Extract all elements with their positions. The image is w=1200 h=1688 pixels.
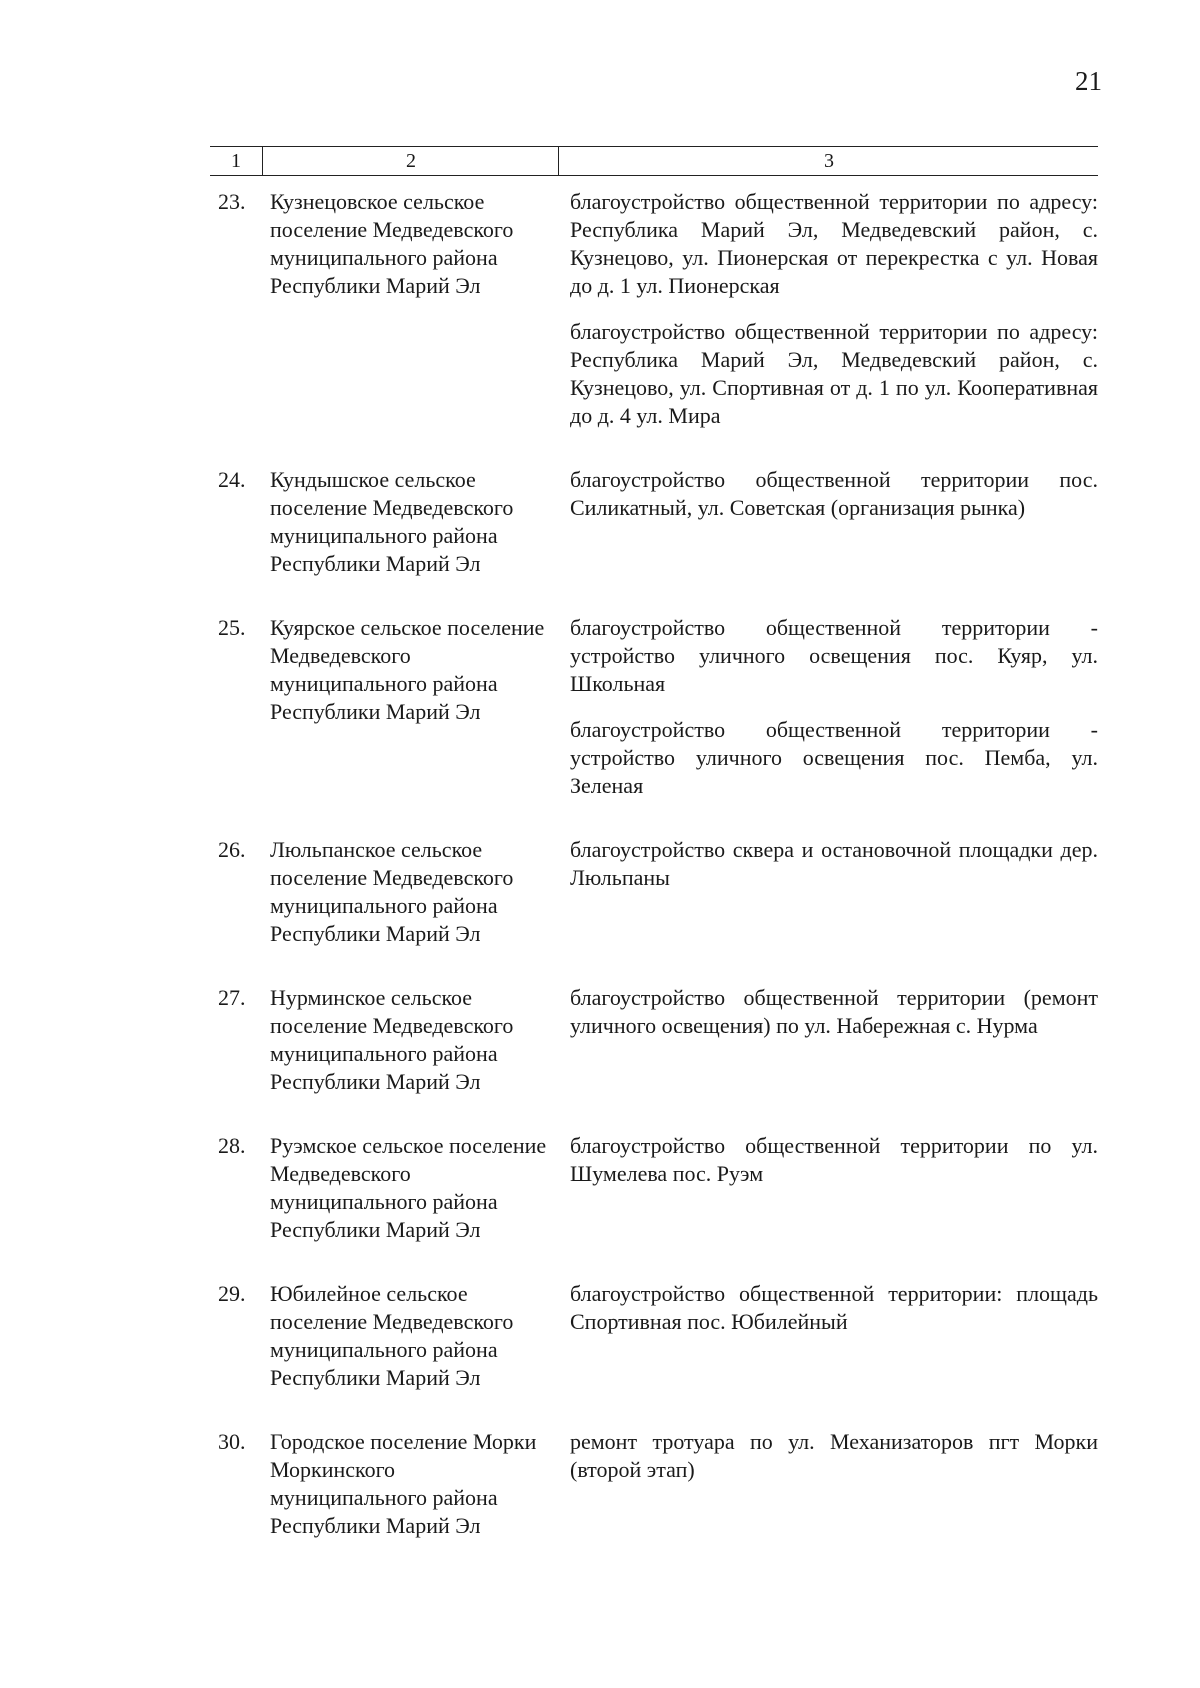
settlement-name: Руэмское сельское поселение Медведевского муниципального района Республики Марий Эл: [270, 1133, 547, 1242]
work-item: благоустройство общественной территории по ул. Шумелева пос. Руэм: [570, 1133, 1098, 1186]
work-description: [570, 466, 1098, 578]
table-body: [210, 188, 1098, 1576]
work-item: благоустройство общественной территории - устройство уличного освещения пос. Пемба, ул. Зеленая: [570, 717, 1098, 798]
work-description: [570, 188, 1098, 430]
table-row: [210, 984, 1098, 1096]
work-item: благоустройство общественной территории (ремонт уличного освещения) по ул. Набережная с. Нурма: [570, 985, 1098, 1038]
header-col-2: 2: [262, 147, 559, 175]
work-item: благоустройство общественной территории по адресу: Республика Марий Эл, Медведевский район, с. Кузнецово, ул. Спортивная от д. 1 по ул. Кооперативная до д. 4 ул. Мира: [570, 319, 1098, 428]
settlement-name: Куярское сельское поселение Медведевского муниципального района Республики Марий Эл: [270, 615, 545, 724]
header-col-1: 1: [231, 150, 241, 172]
row-number: 26.: [218, 837, 246, 862]
row-number: 27.: [218, 985, 246, 1010]
work-description: [570, 1280, 1098, 1392]
work-item: благоустройство сквера и остановочной площадки дер. Люльпаны: [570, 837, 1098, 890]
settlement-name: Нурминское сельское поселение Медведевского муниципального района Республики Марий Эл: [270, 985, 514, 1094]
work-description: [570, 614, 1098, 800]
table-row: [210, 836, 1098, 948]
table-row: [210, 1132, 1098, 1244]
table-row: [210, 188, 1098, 430]
work-item: благоустройство общественной территории: площадь Спортивная пос. Юбилейный: [570, 1281, 1098, 1334]
table-header: [210, 146, 1098, 176]
table-row: [210, 614, 1098, 800]
row-number: 24.: [218, 467, 246, 492]
table-row: [210, 466, 1098, 578]
header-col-3: 3: [558, 147, 1099, 175]
settlement-name: Кундышское сельское поселение Медведевского муниципального района Республики Марий Эл: [270, 467, 514, 576]
table-row: [210, 1428, 1098, 1540]
settlement-name: Кузнецовское сельское поселение Медведевского муниципального района Республики Марий Эл: [270, 189, 514, 298]
page-number: 21: [1075, 66, 1102, 96]
work-description: [570, 984, 1098, 1096]
row-number: 28.: [218, 1133, 246, 1158]
work-item: ремонт тротуара по ул. Механизаторов пгт Морки (второй этап): [570, 1429, 1098, 1482]
settlement-name: Люльпанское сельское поселение Медведевского муниципального района Республики Марий Эл: [270, 837, 514, 946]
settlement-name: Городское поселение Морки Моркинского муниципального района Республики Марий Эл: [270, 1429, 537, 1538]
work-item: благоустройство общественной территории по адресу: Республика Марий Эл, Медведевский район, с. Кузнецово, ул. Пионерская от перекрестка с ул. Новая до д. 1 ул. Пионерская: [570, 189, 1098, 298]
row-number: 23.: [218, 189, 246, 214]
work-item: благоустройство общественной территории пос. Силикатный, ул. Советская (организация рынка): [570, 467, 1098, 520]
row-number: 25.: [218, 615, 246, 640]
work-description: [570, 1428, 1098, 1540]
work-description: [570, 836, 1098, 948]
row-number: 29.: [218, 1281, 246, 1306]
table-row: [210, 1280, 1098, 1392]
work-description: [570, 1132, 1098, 1244]
settlement-name: Юбилейное сельское поселение Медведевского муниципального района Республики Марий Эл: [270, 1281, 514, 1390]
work-item: благоустройство общественной территории - устройство уличного освещения пос. Куяр, ул. Школьная: [570, 615, 1098, 696]
row-number: 30.: [218, 1429, 246, 1454]
